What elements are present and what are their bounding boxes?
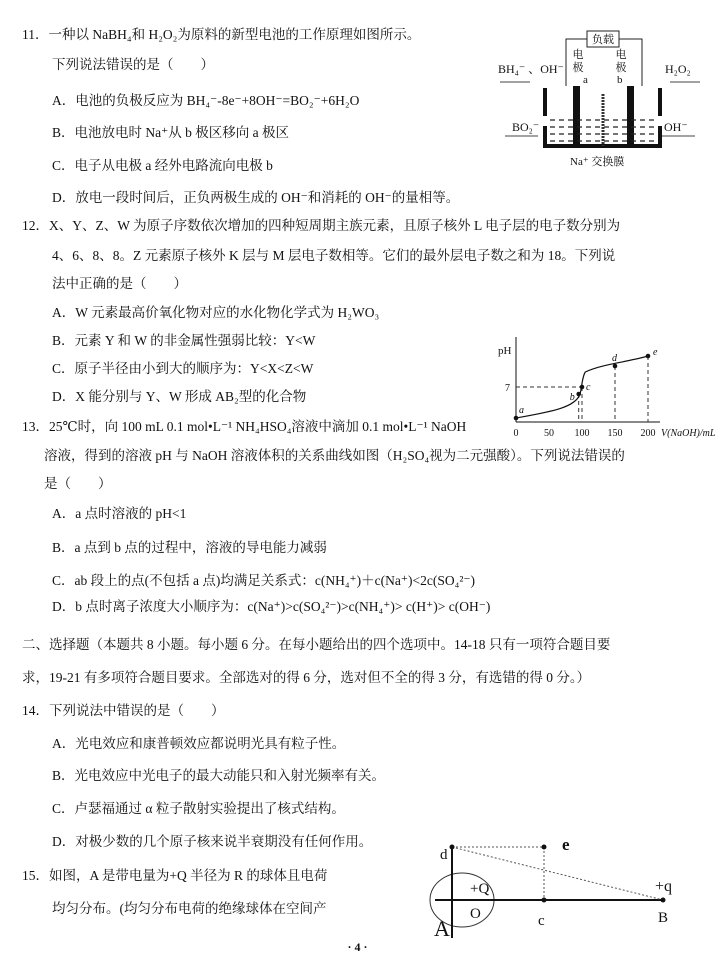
x-tick-label: 50 (544, 428, 554, 439)
x-tick-label: 100 (574, 428, 590, 439)
x-axis-label: V(NaOH)/mL (661, 428, 715, 439)
q13-line-1: 13．25℃时，向 100 mL 0.1 mol•L⁻¹ NH₄HSO₄溶液中滴加 0.1 mol•L⁻¹ NaOH (22, 419, 467, 434)
q12-option-c: C．原子半径由小到大的顺序为：Y<X<Z<W (52, 361, 314, 376)
q14-option-a: A．光电效应和康普顿效应都说明光具有粒子性。 (52, 736, 346, 751)
point-label-e: e (653, 347, 658, 358)
q15-line-1: 15．如图，A 是带电量为+Q 半径为 R 的球体且电荷 (22, 868, 328, 883)
q11-option-c: C．电子从电极 a 经外电路流向电极 b (52, 158, 273, 173)
point-e (542, 845, 547, 850)
q12-option-b: B．元素 Y 和 W 的非金属性强弱比较：Y<W (52, 333, 316, 348)
section-2-line-1: 二、选择题（本题共 8 小题。每小题 6 分。在每小题给出的四个选项中。14-18 只有一项符合题目要 (22, 637, 611, 652)
q11-option-b: B．电池放电时 Na⁺从 b 极区移向 a 极区 (52, 125, 289, 140)
q15-line-2: 均匀分布。(均匀分布电荷的绝缘球体在空间产 (52, 901, 327, 916)
left-input-label: BH₄⁻ 、OH⁻ (498, 62, 564, 76)
q11-option-a: A．电池的负极反应为 BH₄⁻-8e⁻+8OH⁻=BO₂⁻+6H₂O (52, 93, 360, 108)
right-input-label: H₂O₂ (665, 62, 691, 76)
q12-option-d: D．X 能分别与 Y、W 形成 AB₂型的化合物 (52, 389, 307, 404)
electrode-b (627, 86, 634, 146)
y-axis-label: pH (498, 345, 512, 357)
electrode-a (573, 86, 580, 146)
q13-option-d: D．b 点时离子浓度大小顺序为：c(Na⁺)>c(SO₄²⁻)>c(NH₄⁺)> c(H⁺)> c(OH⁻) (52, 599, 491, 614)
point-label-c: c (586, 382, 591, 393)
load-label: 负载 (592, 34, 614, 46)
right-output-label: OH⁻ (664, 120, 688, 134)
q14-option-c: C．卢瑟福通过 α 粒子散射实验提出了核式结构。 (52, 801, 345, 816)
q12-line-2: 4、6、8、8。Z 元素原子核外 K 层与 M 层电子数相等。它们的最外层电子数之和为 18。下列说 (52, 248, 616, 263)
q12-line-1: 12．X、Y、Z、W 为原子序数依次增加的四种短周期主族元素，且原子核外 L 电子层的电子数分别为 (22, 218, 621, 233)
electrode-b-label: 极 (615, 62, 627, 74)
point-label-a: a (519, 405, 524, 416)
q12-line-3: 法中正确的是（ ） (52, 276, 187, 291)
q13-line-2: 溶液，得到的溶液 pH 与 NaOH 溶液体积的关系曲线如图（H₂SO₄视为二元强酸）。下列说法错误的 (44, 448, 625, 463)
charge-q-label: +q (655, 878, 673, 895)
electrode-b-letter: b (617, 74, 623, 86)
electrode-b-label: 电 (615, 49, 627, 61)
point-label-d: d (612, 353, 617, 364)
point-c (542, 898, 547, 903)
q13-option-a: A．a 点时溶液的 pH<1 (52, 506, 187, 521)
q11-stem: 11．一种以 NaBH₄和 H₂O₂为原料的新型电池的工作原理如图所示。 (22, 27, 421, 42)
q14-option-d: D．对极少数的几个原子核来说半衰期没有任何作用。 (52, 834, 373, 849)
q13-option-c: C．ab 段上的点(不包括 a 点)均满足关系式：c(NH₄⁺)＋c(Na⁺)<2c(SO₄²⁻) (52, 573, 476, 588)
q13-option-b: B．a 点到 b 点的过程中，溶液的导电能力减弱 (52, 540, 327, 555)
y-tick-label: 7 (505, 383, 510, 394)
point-d-label: d (440, 847, 448, 863)
point-B-label: B (658, 910, 669, 926)
point-d (450, 845, 455, 850)
point-B (661, 898, 666, 903)
point-b (576, 392, 581, 397)
electrode-a-letter: a (583, 74, 588, 86)
q14-option-b: B．光电效应中光电子的最大动能只和入射光频率有关。 (52, 768, 386, 783)
electrode-a-label: 极 (572, 62, 584, 74)
q11-prompt: 下列说法错误的是（ ） (52, 57, 214, 72)
point-label-b: b (569, 392, 575, 403)
point-a (514, 416, 519, 421)
ph-titration-chart (490, 332, 715, 442)
membrane-label: Na⁺ 交换膜 (570, 156, 625, 168)
battery-diagram (490, 28, 710, 178)
point-e (646, 354, 651, 359)
point-d (613, 364, 618, 369)
q14-stem: 14．下列说法中错误的是（ ） (22, 703, 225, 718)
electrode-a-label: 电 (572, 49, 584, 61)
q11-option-d: D．放电一段时间后，正负两极生成的 OH⁻和消耗的 OH⁻的量相等。 (52, 190, 460, 205)
sphere-A-label: A (434, 916, 450, 941)
q12-option-a: A．W 元素最高价氧化物对应的水化物化学式为 H₂WO₃ (52, 305, 380, 320)
charge-diagram (430, 828, 715, 940)
charge-Q-label: +Q (470, 881, 490, 897)
x-tick-label: 200 (640, 428, 656, 439)
q13-line-3: 是（ ） (44, 476, 112, 491)
page-number: · 4 · (347, 940, 368, 954)
point-e-label: e (562, 835, 570, 854)
point-c-label: c (538, 913, 545, 929)
x-tick-label: 0 (513, 428, 519, 439)
left-output-label: BO₂⁻ (512, 120, 540, 134)
origin-label: O (470, 906, 481, 922)
section-2-line-2: 求，19-21 有多项符合题目要求。全部选对的得 6 分，选对但不全的得 3 分，有选错的得 0 分。） (22, 670, 591, 685)
x-tick-label: 150 (607, 428, 623, 439)
point-c (580, 385, 585, 390)
